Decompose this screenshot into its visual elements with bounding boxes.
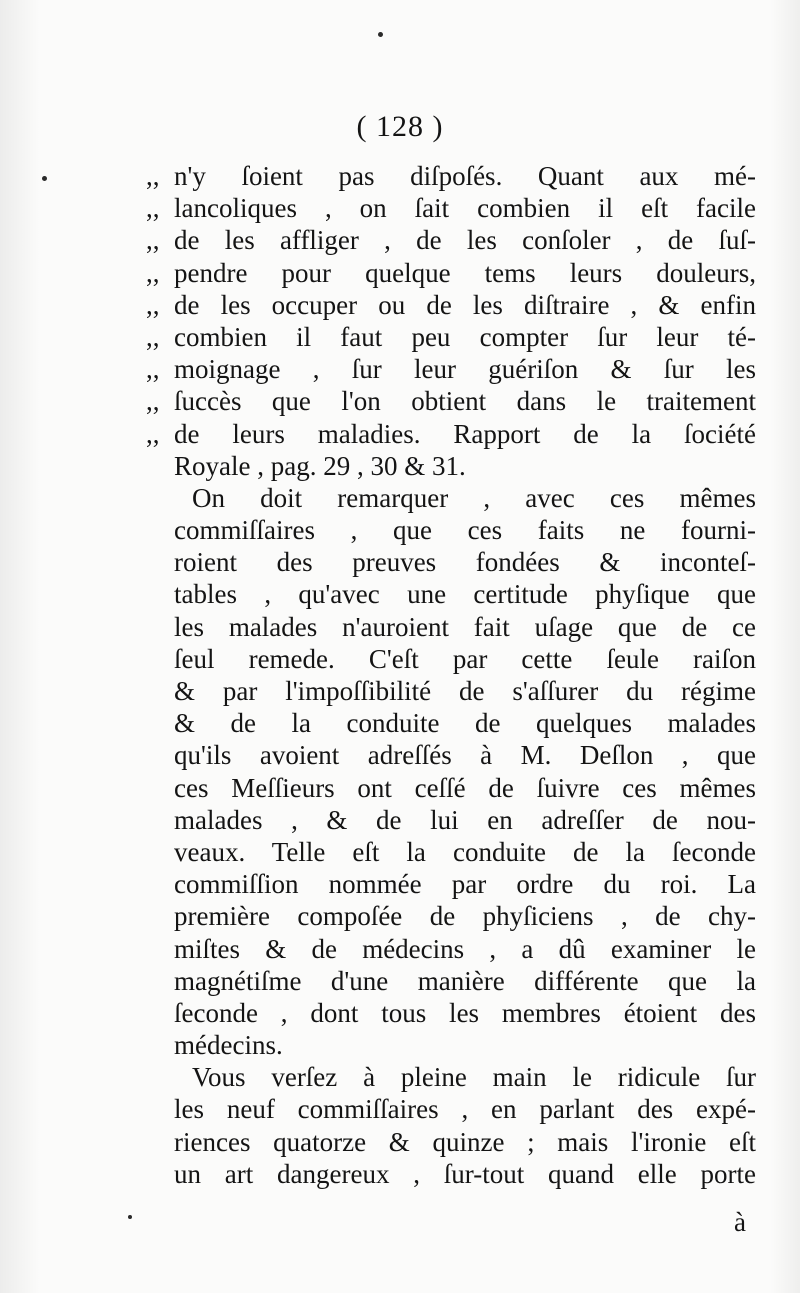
text-line (174, 1158, 756, 1190)
text-line (174, 997, 756, 1029)
line-text: ſeul remede. C'eſt par cette ſeule raiſon (174, 643, 756, 674)
line-text: première compoſée de phyſiciens , de chy- (174, 901, 756, 932)
quotation-mark: ,, (146, 289, 160, 320)
text-line (174, 900, 756, 932)
text-line (174, 1093, 756, 1125)
line-text: moignage , ſur leur guériſon & ſur les (174, 354, 756, 385)
ink-speck (42, 176, 47, 181)
line-text: magnétiſme d'une manière différente que la (174, 965, 756, 996)
text-line (174, 739, 756, 771)
line-text: Royale , pag. 29 , 30 & 31. (174, 450, 466, 481)
quotation-mark: ,, (146, 418, 160, 449)
text-line (146, 418, 756, 450)
text-line (146, 321, 756, 353)
text-line (174, 675, 756, 707)
ink-speck (378, 32, 383, 37)
quotation-mark: ,, (146, 321, 160, 352)
line-text: & de la conduite de quelques malades (174, 708, 756, 739)
quotation-mark: ,, (146, 354, 160, 385)
line-text: lancoliques , on ſait combien il eſt facile (174, 193, 756, 224)
line-text: Vous verſez à pleine main le ridicule ſur (192, 1062, 756, 1093)
text-line (174, 482, 756, 514)
line-text: pendre pour quelque tems leurs douleurs, (174, 257, 756, 288)
text-line (146, 385, 756, 417)
page-edge-shadow-right (770, 0, 800, 1293)
text-line (174, 514, 756, 546)
text-line (174, 643, 756, 675)
line-text: tables , qu'avec une certitude phyſique que (174, 579, 756, 610)
text-line (174, 546, 756, 578)
text-line (174, 450, 756, 482)
text-line (174, 707, 756, 739)
line-text: n'y ſoient pas diſpoſés. Quant aux mé- (174, 161, 756, 191)
line-text: de les affliger , de les conſoler , de ſuſ- (174, 225, 756, 256)
quotation-mark: ,, (146, 193, 160, 224)
quotation-mark: ,, (146, 386, 160, 417)
line-text: commiſſion nommée par ordre du roi. La (174, 869, 756, 900)
text-line (174, 578, 756, 610)
text-line (174, 772, 756, 804)
line-text: combien il faut peu compter ſur leur té- (174, 321, 756, 352)
text-line (174, 611, 756, 643)
body-text (146, 160, 756, 1190)
page-edge-shadow-left (0, 0, 40, 1293)
text-line (146, 224, 756, 256)
line-text: malades , & de lui en adreſſer de nou- (174, 804, 756, 835)
line-text: les neuf commiſſaires , en parlant des expé- (174, 1094, 756, 1125)
text-line (146, 192, 756, 224)
text-line (174, 836, 756, 868)
line-text: les malades n'auroient fait uſage que de ce (174, 611, 756, 642)
line-text: qu'ils avoient adreſſés à M. Deſlon , que (174, 740, 756, 771)
text-line (174, 933, 756, 965)
line-text: ces Meſſieurs ont ceſſé de ſuivre ces mêmes (174, 772, 756, 803)
line-text: commiſſaires , que ces faits ne fourni- (174, 515, 756, 546)
quotation-mark: ,, (146, 225, 160, 256)
text-line (174, 1061, 756, 1093)
text-line (146, 289, 756, 321)
line-text: & par l'impoſſibilité de s'aſſurer du régime (174, 676, 756, 706)
text-line (146, 257, 756, 289)
line-text: médecins. (174, 1030, 283, 1061)
line-text: ſuccès que l'on obtient dans le traitement (174, 386, 756, 417)
line-text: de les occuper ou de les diſtraire , & enfin (174, 289, 756, 320)
line-text: ſeconde , dont tous les membres étoient des (174, 997, 756, 1028)
text-line (146, 353, 756, 385)
line-text: On doit remarquer , avec ces mêmes (192, 482, 756, 513)
line-text: riences quatorze & quinze ; mais l'ironie eſt (174, 1126, 756, 1157)
catchword: à (734, 1207, 746, 1237)
text-line (174, 1126, 756, 1158)
page-number: ( 128 ) (356, 110, 444, 143)
text-line (174, 1029, 756, 1061)
text-line (174, 804, 756, 836)
text-line (174, 868, 756, 900)
line-text: un art dangereux , ſur-tout quand elle porte (174, 1158, 756, 1189)
quotation-mark: ,, (146, 161, 160, 191)
line-text: miſtes & de médecins , a dû examiner le (174, 933, 756, 964)
line-text: veaux. Telle eſt la conduite de la ſeconde (174, 836, 756, 867)
line-text: de leurs maladies. Rapport de la ſociété (174, 418, 756, 449)
ink-speck (128, 1215, 132, 1219)
text-line (174, 965, 756, 997)
text-line (146, 160, 756, 192)
line-text: roient des preuves fondées & inconteſ- (174, 547, 756, 578)
quotation-mark: ,, (146, 257, 160, 288)
